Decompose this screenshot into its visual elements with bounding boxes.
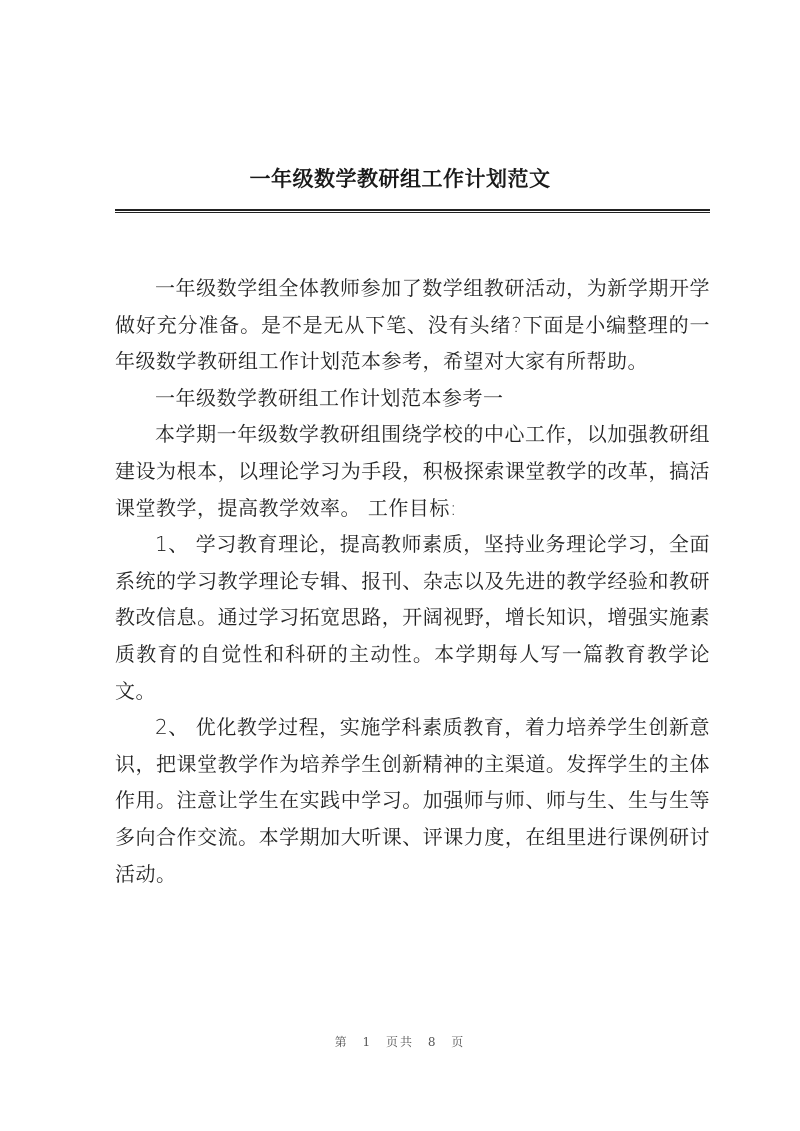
- footer-prefix: 第: [334, 1035, 349, 1049]
- document-title: 一年级数学教研组工作计划范文: [249, 166, 551, 191]
- footer-suffix: 页: [451, 1035, 466, 1049]
- page-number-footer: [0, 1033, 800, 1050]
- footer-current-page: 1: [362, 1035, 373, 1049]
- body-paragraph: 本学期一年级数学教研组围绕学校的中心工作，以加强教研组建设为根本，以理论学习为手段，积极探索课堂教学的改革，搞活课堂教学，提高教学效率。 工作目标:: [115, 422, 710, 520]
- goal-item-1: 1、 学习教育理论，提高教师素质，坚持业务理论学习，全面系统的学习教学理论专辑、报刊、杂志以及先进的教学经验和教研教改信息。通过学习拓宽思路，开阔视野，增长知识，增强实施素质教育的自觉性和科研的主动性。本学期每人写一篇教育教学论文。: [115, 532, 710, 703]
- footer-total-pages: 8: [427, 1035, 438, 1049]
- section-heading: 一年级数学教研组工作计划范本参考一: [155, 385, 504, 410]
- document-body: [115, 270, 710, 892]
- title-divider: [115, 209, 710, 213]
- footer-middle: 页共: [385, 1035, 414, 1049]
- goal-item-2: 2、 优化教学过程，实施学科素质教育，着力培养学生创新意识，把课堂教学作为培养学生创新精神的主渠道。发挥学生的主体作用。注意让学生在实践中学习。加强师与师、师与生、生与生等多向合作交流。本学期加大听课、评课力度，在组里进行课例研讨活动。: [115, 715, 710, 886]
- intro-paragraph: 一年级数学组全体教师参加了数学组教研活动，为新学期开学做好充分准备。是不是无从下笔、没有头绪?下面是小编整理的一年级数学教研组工作计划范本参考，希望对大家有所帮助。: [115, 276, 710, 374]
